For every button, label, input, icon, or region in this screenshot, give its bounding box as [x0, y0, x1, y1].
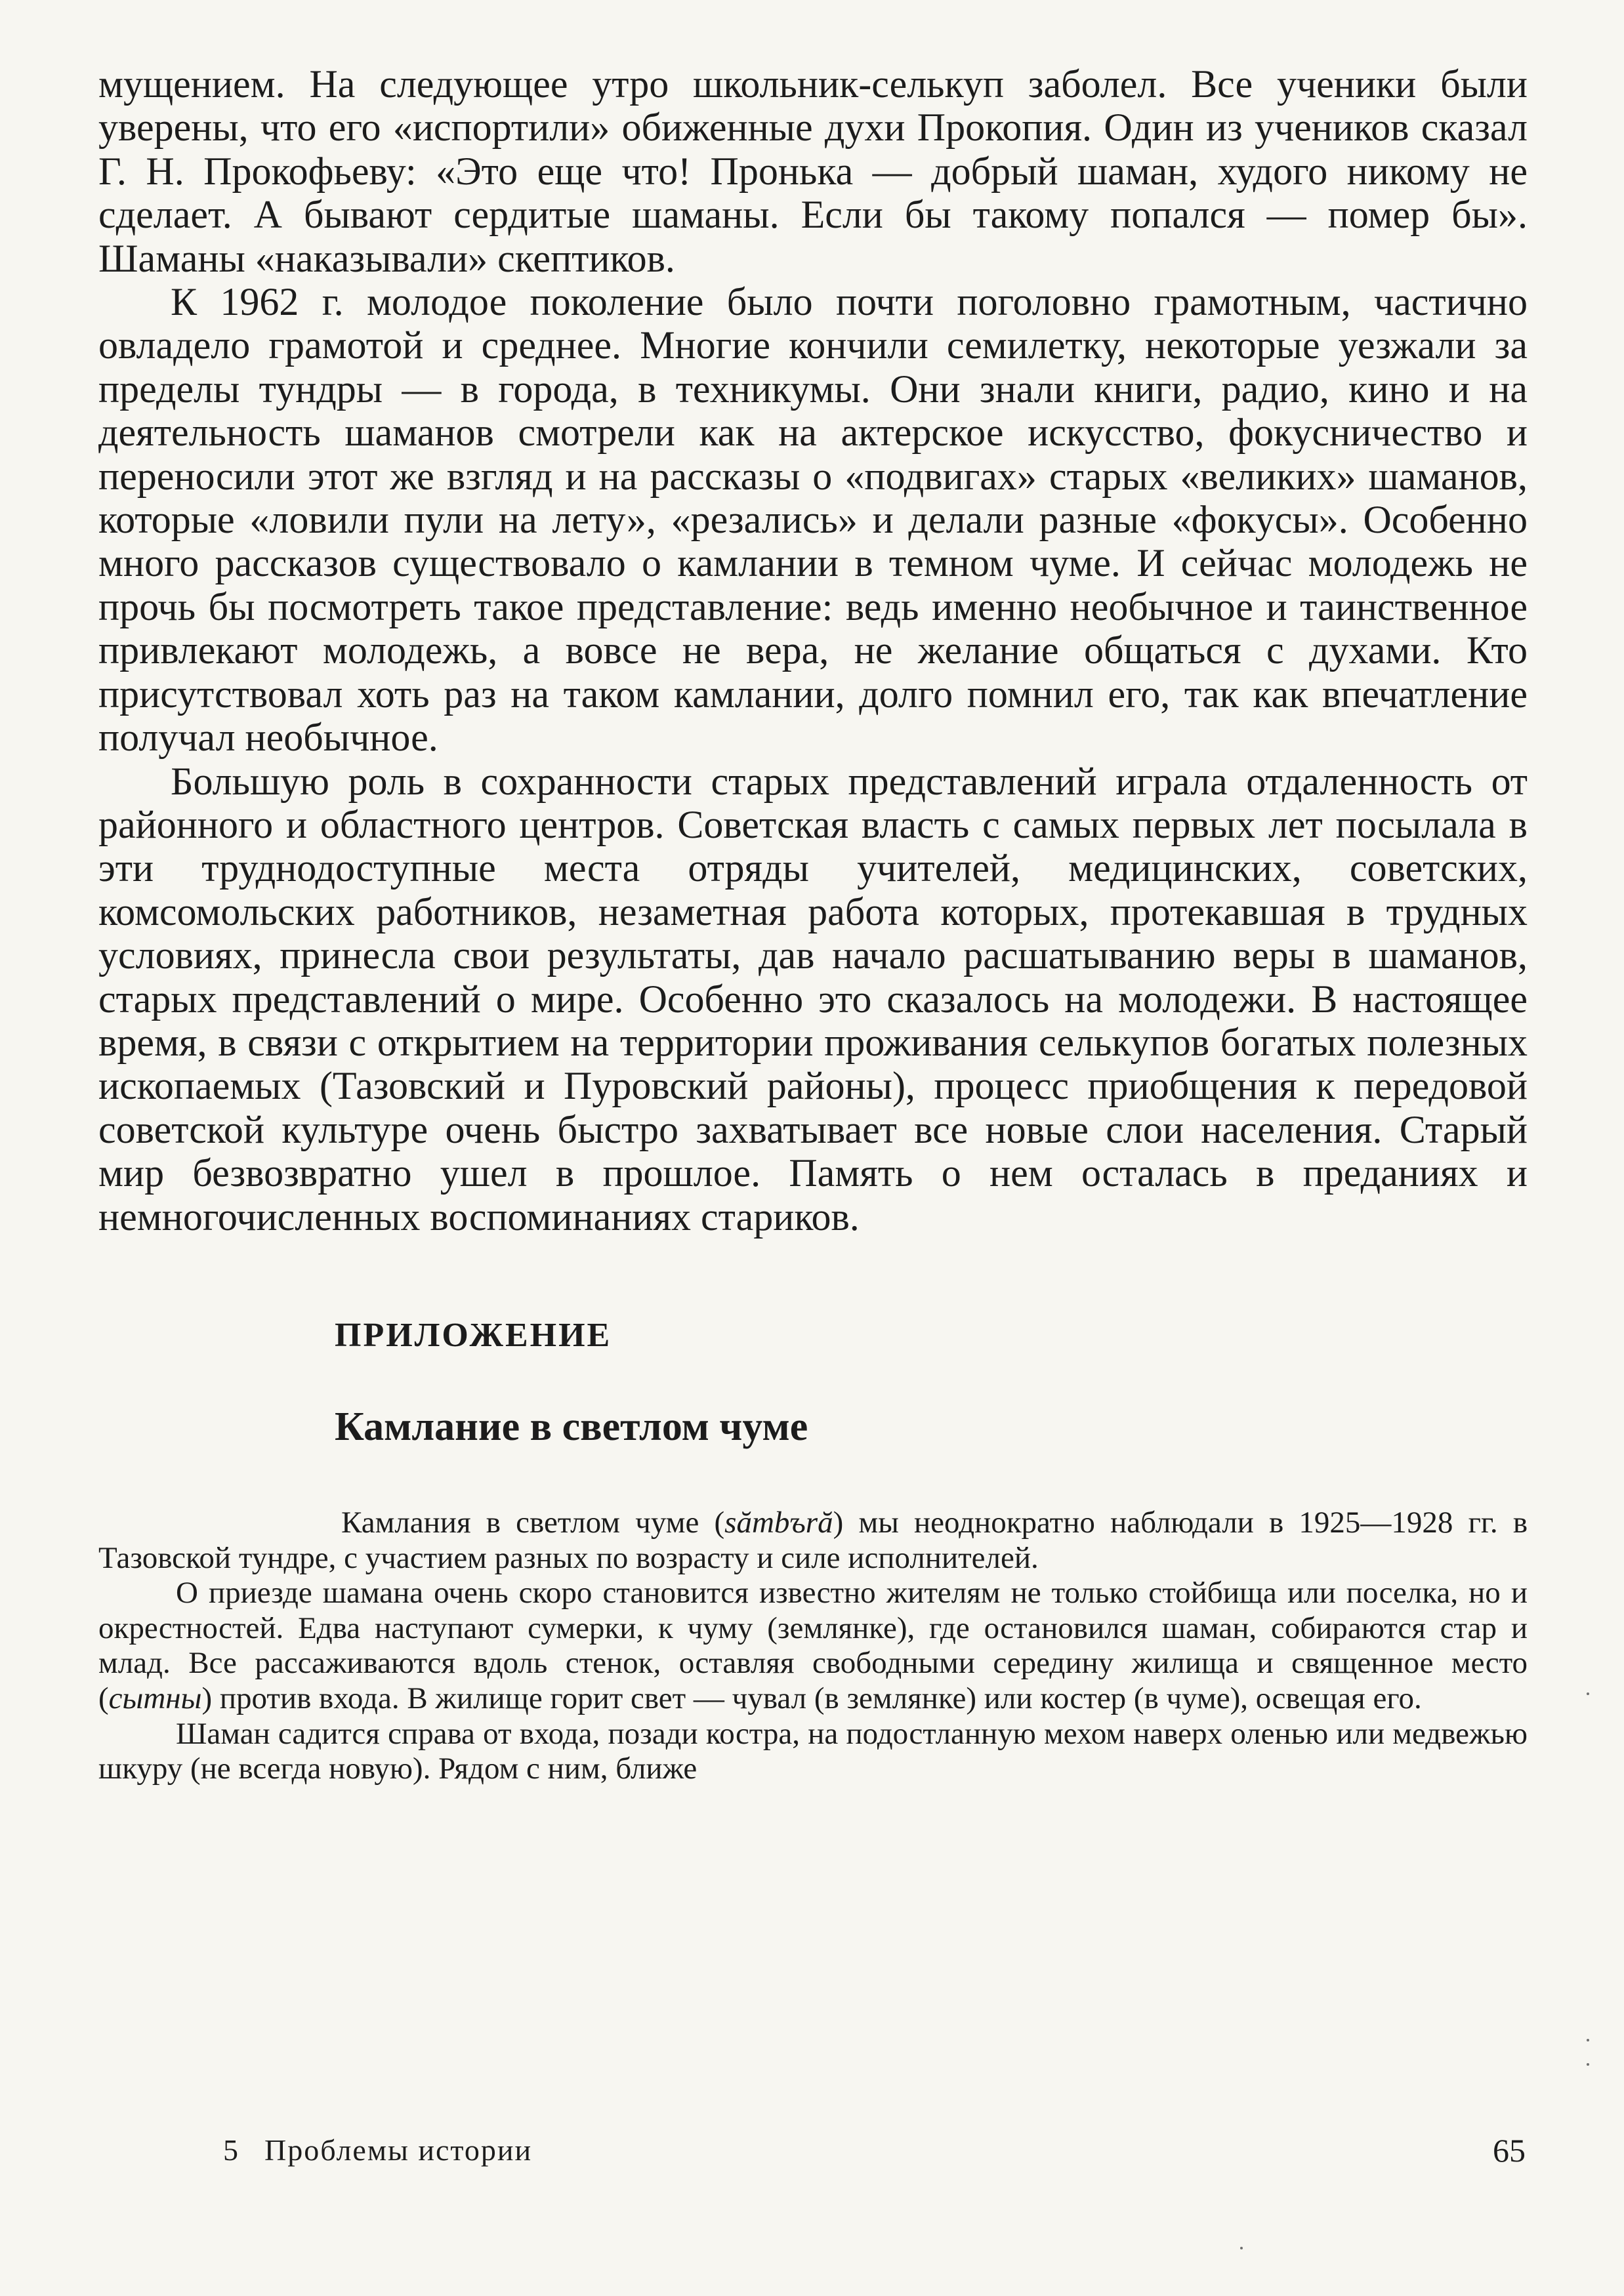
- appendix-paragraph-2: [98, 1576, 1528, 1716]
- appendix-paragraph-1-start: Камлания в светлом чуме (: [341, 1505, 725, 1540]
- scan-speck: [1587, 2063, 1589, 2066]
- body-paragraph-2: К 1962 г. молодое поколение было почти поголовно грамотным, частично овладело грамотой и среднее. Многие кончили семилетку, некоторые уезжали за пределы тундры — в города, в техникумы. Они знали книги, радио, кино и на деятельность шаманов смотрели как на актерское искусство, фокусничество и переносили этот же взгляд и на рассказы о «подвигах» старых «великих» шаманов, которые «ловили пули на лету», «резались» и делали разные «фокусы». Особенно много рассказов существовало о камлании в темном чуме. И сейчас молодежь не прочь бы посмотреть такое представление: ведь именно необычное и таинственное привлекают молодежь, а вовсе не вера, не желание общаться с духами. Кто присутствовал хоть раз на таком камлании, долго помнил его, так как впечатление получал необычное.: [98, 280, 1528, 760]
- body-paragraph-3: Большую роль в сохранности старых представлений играла отдаленность от районного и областного центров. Советская власть с самых первых лет посылала в эти труднодоступные места отряды учителей, медицинских, советских, комсомольских работников, незаметная работа которых, протекавшая в трудных условиях, принесла свои результаты, дав начало расшатыванию веры в шаманов, старых представлений о мире. Особенно это сказалось на молодежи. В настоящее время, в связи с открытием на территории проживания селькупов богатых полезных ископаемых (Тазовский и Пуровский районы), процесс приобщения к передовой советской культуре очень быстро захватывает все новые слои населения. Старый мир безвозвратно ушел в прошлое. Память о нем осталась в преданиях и немногочисленных воспоминаниях стариков.: [98, 759, 1528, 1239]
- page-number: 65: [1493, 2132, 1526, 2169]
- signature-mark: [223, 2131, 532, 2170]
- term-sambra: sămbъră: [724, 1505, 833, 1540]
- body-paragraph-1: мущением. На следующее утро школьник-селькуп заболел. Все ученики были уверены, что его «испортили» обиженные духи Прокопия. Один из учеников сказал Г. Н. Прокофьеву: «Это еще что! Пронька — добрый шаман, худого никому не сделает. А бывают сердитые шаманы. Если бы такому попался — помер бы». Шаманы «наказывали» скептиков.: [98, 62, 1528, 280]
- appendix-paragraph-2-start: О приезде шамана очень скоро становится известно жителям не только стойбища или поселка, но и окрестностей. Едва наступают сумерки, к чуму (землянке), где остановился шаман, собираются стар и млад. Все рассаживаются вдоль стенок, оставляя свободными середину жилища и священное место (: [98, 1576, 1528, 1715]
- signature-title: Проблемы истории: [264, 2133, 533, 2167]
- appendix-paragraph-2-end: ) против входа. В жилище горит свет — чувал (в землянке) или костер (в чуме), освещая его.: [201, 1681, 1422, 1715]
- scan-speck: [1240, 2247, 1243, 2249]
- appendix-label: ПРИЛОЖЕНИЕ: [335, 1316, 612, 1354]
- signature-number: 5: [223, 2133, 239, 2167]
- appendix-paragraph-1-end: ) мы неоднократно наблюдали в 1925—1928 гг. в Тазовской тундре, с участием разных по возрасту и силе исполнителей.: [98, 1505, 1528, 1575]
- appendix-title: Камлание в светлом чуме: [335, 1404, 808, 1449]
- appendix-paragraph-1: [98, 1506, 1528, 1576]
- scan-speck: [1587, 2039, 1589, 2041]
- term-sytny: сытны: [108, 1681, 202, 1715]
- page-content: [98, 62, 1528, 1787]
- appendix-paragraph-3: Шаман садится справа от входа, позади костра, на подостланную мехом наверх оленью или медвежью шкуру (не всегда новую). Рядом с ним, ближе: [98, 1716, 1528, 1786]
- scan-speck: [1587, 1692, 1589, 1695]
